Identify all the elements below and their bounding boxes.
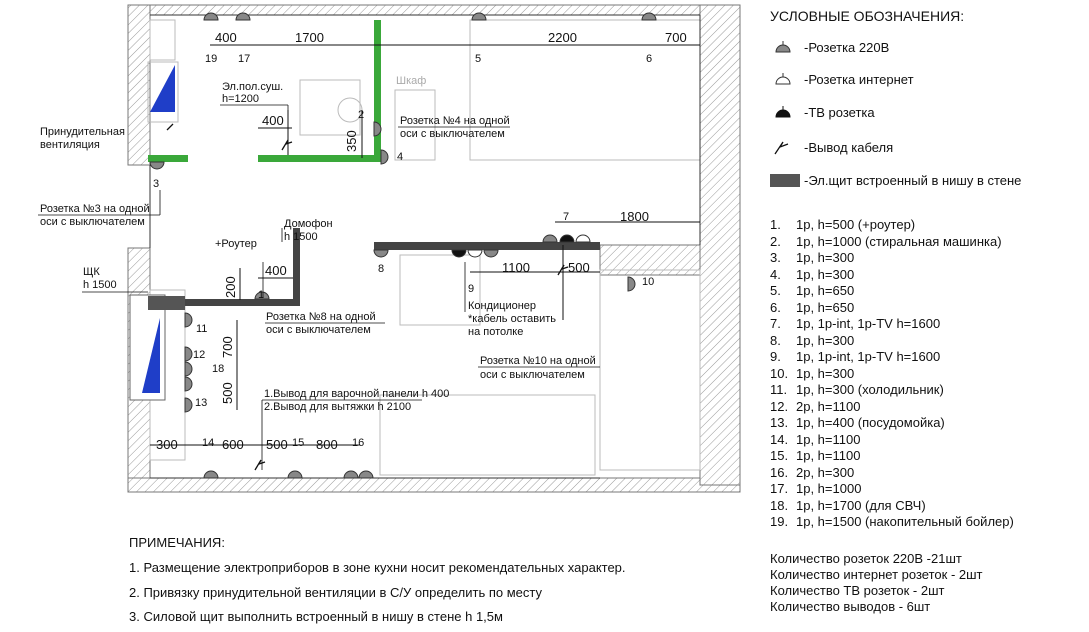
spec-item: 12. 2р, h=1100 bbox=[770, 398, 861, 414]
dim-500c: 500 bbox=[266, 437, 288, 452]
marker-6: 6 bbox=[646, 53, 653, 65]
spec-item: 4. 1р, h=300 bbox=[770, 266, 855, 282]
label-hood: 2.Вывод для вытяжки h 2100 bbox=[264, 401, 412, 413]
marker-10: 10 bbox=[642, 276, 655, 288]
count-line: Количество ТВ розеток - 2шт bbox=[770, 583, 945, 598]
cable-outlet-hob-icon bbox=[255, 460, 265, 470]
spec-item: 14. 1р, h=1100 bbox=[770, 431, 861, 447]
legend-label-socket-220: -Розетка 220В bbox=[804, 39, 890, 55]
marker-9: 9 bbox=[468, 283, 475, 295]
cable-outlet-vent-icon bbox=[167, 124, 173, 130]
spec-item: 19. 1р, h=1500 (накопительный бойлер) bbox=[770, 514, 1014, 529]
dim-200: 200 bbox=[223, 276, 238, 298]
marker-18: 18 bbox=[212, 363, 225, 375]
count-line: Количество розеток 220В -21шт bbox=[770, 551, 962, 566]
socket-220-icon bbox=[770, 38, 804, 56]
socket-16a-icon bbox=[344, 471, 358, 478]
socket-spec-list bbox=[770, 217, 1014, 531]
spec-item: 11. 1р, h=300 (холодильник) bbox=[770, 382, 944, 397]
socket-7-icon bbox=[543, 235, 557, 242]
marker-17: 17 bbox=[238, 53, 251, 65]
label-cable-2: на потолке bbox=[468, 326, 524, 338]
socket-18-icon bbox=[185, 377, 192, 391]
dim-600: 600 bbox=[222, 437, 244, 452]
socket-16b-icon bbox=[359, 471, 373, 478]
socket-3-icon bbox=[150, 162, 164, 169]
socket-internet-icon bbox=[770, 70, 804, 88]
socket-tv-icon bbox=[770, 103, 804, 121]
socket-13-icon bbox=[185, 398, 192, 412]
marker-11: 11 bbox=[196, 323, 208, 335]
socket-4-icon bbox=[381, 150, 388, 164]
label-vent-2: вентиляция bbox=[40, 139, 100, 151]
marker-4: 4 bbox=[397, 151, 404, 163]
marker-16: 16 bbox=[352, 437, 365, 449]
dim-700b: 700 bbox=[220, 336, 235, 358]
note-1: 1. Размещение электроприборов в зоне кухни носит рекомендательных характер. bbox=[129, 560, 626, 575]
legend-label-socket-tv: -ТВ розетка bbox=[804, 104, 875, 120]
legend-label-panel: -Эл.щит встроенный в нишу в стене bbox=[804, 172, 1022, 188]
dim-2200: 2200 bbox=[548, 30, 577, 45]
cable-outlet-icon bbox=[770, 138, 804, 156]
boiler-shape bbox=[150, 65, 175, 112]
label-shk-2: h 1500 bbox=[83, 279, 117, 291]
dim-350: 350 bbox=[344, 130, 359, 152]
socket-14-icon bbox=[204, 471, 218, 478]
spec-item: 7. 1р, 1р-int, 1р-TV h=1600 bbox=[770, 316, 941, 331]
marker-12: 12 bbox=[193, 349, 206, 361]
socket-9c-icon bbox=[484, 250, 498, 257]
marker-3: 3 bbox=[153, 178, 160, 190]
legend-item-socket-220 bbox=[770, 38, 889, 56]
spec-item: 5. 1р, h=650 bbox=[770, 283, 855, 298]
marker-7: 7 bbox=[563, 211, 570, 223]
count-line: Количество интернет розеток - 2шт bbox=[770, 567, 983, 582]
label-r8-1: Розетка №8 на одной bbox=[266, 311, 376, 323]
label-vent-1: Принудительная bbox=[40, 126, 125, 138]
legend-label-cable-outlet: -Вывод кабеля bbox=[804, 139, 894, 155]
spec-item: 18. 1р, h=1700 (для СВЧ) bbox=[770, 497, 926, 513]
marker-15: 15 bbox=[292, 437, 305, 449]
dim-400a: 400 bbox=[215, 30, 237, 45]
cable-outlet-dryer-icon bbox=[282, 140, 292, 150]
dim-300: 300 bbox=[156, 437, 178, 452]
label-r8-2: оси с выключателем bbox=[266, 324, 371, 336]
socket-12b-icon bbox=[185, 362, 192, 376]
spec-item: 16. 2р, h=300 bbox=[770, 464, 855, 480]
dim-500b: 500 bbox=[220, 382, 235, 404]
spec-item: 6. 1р, h=650 bbox=[770, 299, 855, 315]
legend-item-panel bbox=[770, 171, 1021, 189]
dim-1700: 1700 bbox=[295, 30, 324, 45]
label-r10-1: Розетка №10 на одной bbox=[480, 355, 596, 367]
label-router: +Роутер bbox=[215, 238, 257, 250]
label-r10-2: оси с выключателем bbox=[480, 369, 585, 381]
socket-11-icon bbox=[185, 313, 192, 327]
legend-item-socket-tv bbox=[770, 103, 875, 121]
spec-item: 13. 1р, h=400 (посудомойка) bbox=[770, 415, 945, 430]
spec-item: 9. 1р, 1р-int, 1р-TV h=1600 bbox=[770, 349, 941, 364]
dim-1100: 1100 bbox=[502, 260, 530, 275]
spec-item: 10. 1р, h=300 bbox=[770, 365, 855, 381]
marker-2: 2 bbox=[358, 109, 365, 121]
marker-1: 1 bbox=[258, 289, 265, 301]
legend-label-socket-internet: -Розетка интернет bbox=[804, 71, 914, 87]
label-r4-1: Розетка №4 на одной bbox=[400, 115, 510, 127]
label-intercom-2: h 1500 bbox=[284, 231, 318, 243]
panel-icon bbox=[770, 171, 804, 189]
label-intercom-1: Домофон bbox=[284, 218, 333, 230]
note-3: 3. Силовой щит выполнить встроенный в нишу в стене h 1,5м bbox=[129, 609, 503, 624]
socket-7c-icon bbox=[576, 235, 590, 242]
dim-500a: 500 bbox=[568, 260, 590, 275]
spec-item: 15. 1р, h=1100 bbox=[770, 448, 861, 463]
spec-item: 2. 1р, h=1000 (стиральная машинка) bbox=[770, 233, 1002, 249]
dim-800: 800 bbox=[316, 437, 338, 452]
spec-item: 17. 1р, h=1000 bbox=[770, 481, 862, 496]
spec-item: 1. 1р, h=500 (+роутер) bbox=[770, 217, 916, 232]
label-wardrobe: Шкаф bbox=[396, 75, 427, 87]
socket-10-icon bbox=[628, 277, 635, 291]
spec-item: 3. 1р, h=300 bbox=[770, 250, 855, 265]
dim-700a: 700 bbox=[665, 30, 687, 45]
marker-19: 19 bbox=[205, 53, 218, 65]
label-cable-1: *кабель оставить bbox=[468, 313, 556, 325]
socket-8-icon bbox=[374, 250, 388, 257]
spec-item: 8. 1р, h=300 bbox=[770, 332, 855, 348]
dim-1800: 1800 bbox=[620, 209, 649, 224]
socket-15-icon bbox=[288, 471, 302, 478]
dim-400b: 400 bbox=[262, 113, 284, 128]
marker-13: 13 bbox=[195, 397, 208, 409]
label-r4-2: оси с выключателем bbox=[400, 128, 505, 140]
marker-5: 5 bbox=[475, 53, 482, 65]
socket-9a-icon bbox=[452, 250, 466, 257]
dim-400c: 400 bbox=[265, 263, 287, 278]
legend-item-socket-internet bbox=[770, 70, 914, 88]
notes-title: ПРИМЕЧАНИЯ: bbox=[129, 535, 225, 550]
label-hob: 1.Вывод для варочной панели h 400 bbox=[264, 388, 450, 400]
marker-14: 14 bbox=[202, 437, 215, 449]
socket-7b-icon bbox=[560, 235, 574, 242]
legend-item-cable-outlet bbox=[770, 138, 893, 156]
label-r3-1: Розетка №3 на одной bbox=[40, 203, 150, 215]
note-2: 2. Привязку принудительной вентиляции в С/У определить по месту bbox=[129, 585, 543, 600]
label-dryer-2: h=1200 bbox=[222, 93, 260, 105]
label-r3-2: оси с выключателем bbox=[40, 216, 145, 228]
legend-title: УСЛОВНЫЕ ОБОЗНАЧЕНИЯ: bbox=[770, 8, 965, 24]
socket-counts bbox=[770, 551, 983, 615]
count-line: Количество выводов - 6шт bbox=[770, 599, 931, 614]
marker-8: 8 bbox=[378, 263, 385, 275]
socket-12a-icon bbox=[185, 347, 192, 361]
label-dryer-1: Эл.пол.суш. bbox=[222, 81, 284, 93]
label-ac: Кондиционер bbox=[468, 300, 537, 312]
label-shk-1: ЩК bbox=[83, 266, 100, 278]
